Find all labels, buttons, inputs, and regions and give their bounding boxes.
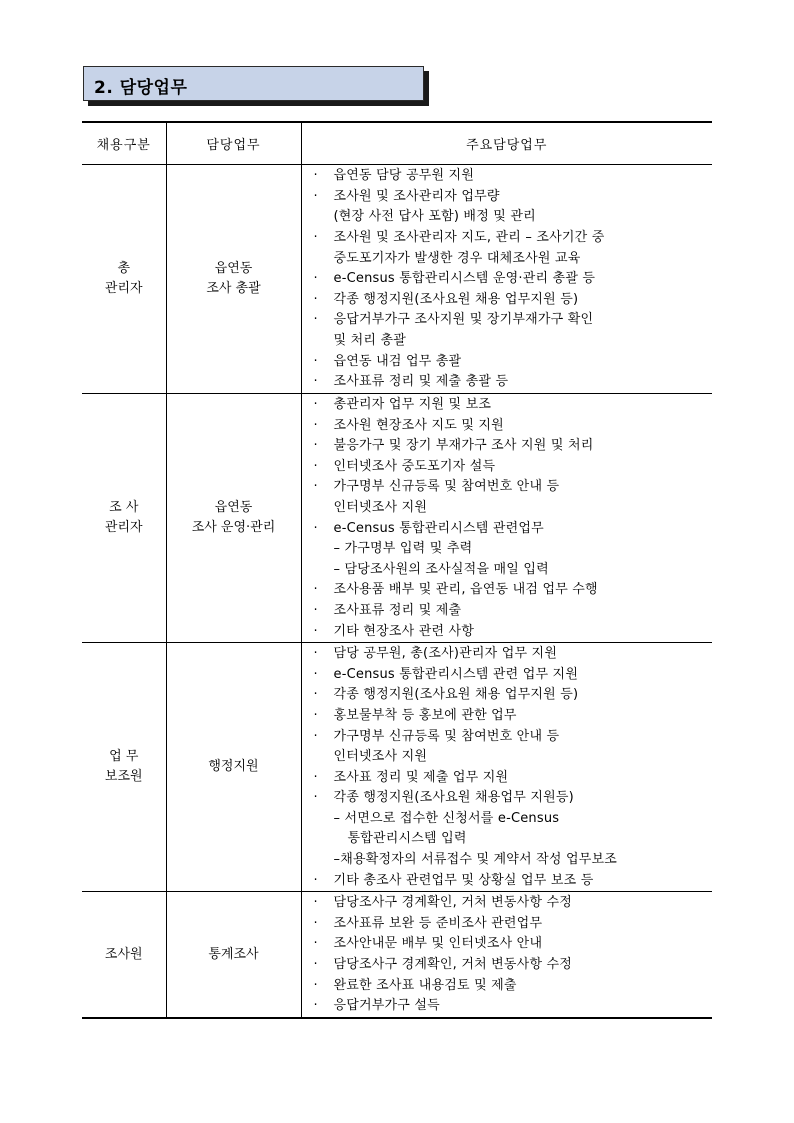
- duty-item-text: 읍연동 담당 공무원 지원: [333, 168, 475, 184]
- duty-item: [314, 850, 713, 871]
- duty-item: [314, 539, 713, 560]
- duty-item: [314, 477, 713, 498]
- duty-item-text: 담당 공무원, 총(조사)관리자 업무 지원: [333, 646, 558, 662]
- header-row: [82, 122, 712, 165]
- duty-item: [314, 788, 713, 809]
- duty-item: [314, 187, 713, 208]
- duty-item: [314, 498, 713, 519]
- duty-item: [314, 914, 713, 935]
- duty-item: [314, 352, 713, 373]
- duty-item-text: 인터넷조사 지원: [333, 749, 428, 765]
- bullet-icon: ·: [313, 895, 318, 911]
- duty-item: [314, 207, 713, 228]
- duty-item-text: 조사원 및 조사관리자 업무량: [333, 188, 500, 204]
- category-label: 총: [117, 261, 131, 276]
- bullet-icon: ·: [313, 397, 318, 412]
- duty-item-text: 조사원 현장조사 지도 및 지원: [333, 417, 504, 433]
- duty-item: [314, 934, 713, 955]
- duty-cell: [166, 165, 301, 394]
- main-duties-cell: [301, 643, 712, 892]
- duty-item: [314, 228, 713, 249]
- duty-item-text: 인터넷조사 지원: [333, 499, 428, 515]
- duty-item: [314, 457, 713, 478]
- bullet-icon: ·: [313, 977, 318, 993]
- bullet-icon: ·: [313, 998, 318, 1014]
- duty-item: [314, 331, 713, 352]
- duty-item: [314, 560, 713, 581]
- header-main-duties: 주요담당업무: [301, 122, 712, 165]
- duty-item: [314, 893, 713, 914]
- duty-item-text: 조사원 및 조사관리자 지도, 관리 – 조사기간 중: [333, 230, 605, 246]
- duty-item: [314, 747, 713, 768]
- category-cell: [82, 165, 166, 394]
- category-label: 보조원: [104, 769, 143, 785]
- bullet-icon: ·: [313, 602, 318, 618]
- duty-item: [314, 996, 713, 1017]
- duty-item-text: e-Census 통합관리시스템 관련 업무 지원: [333, 666, 579, 682]
- bullet-icon: ·: [313, 769, 318, 785]
- bullet-icon: ·: [313, 353, 318, 369]
- bullet-icon: ·: [313, 646, 318, 662]
- duty-item: [314, 601, 713, 622]
- duty-item: [314, 685, 713, 706]
- duty-item-text: 홍보물부착 등 홍보에 관한 업무: [333, 707, 517, 723]
- duty-item-text: – 가구명부 입력 및 추력: [333, 541, 473, 557]
- bullet-icon: ·: [313, 438, 318, 454]
- duty-item-text: 각종 행정지원(조사요원 채용업무 지원등): [333, 790, 574, 806]
- category-label: 업 무: [109, 749, 139, 765]
- duty-item-text: 각종 행정지원(조사요원 채용 업무지원 등): [333, 687, 579, 703]
- duty-item-text: 응답거부가구 설득: [333, 998, 440, 1014]
- duty-item-text: e-Census 통합관리시스템 운영·관리 총괄 등: [333, 271, 596, 287]
- duty-item: [314, 644, 713, 665]
- duty-item: [314, 622, 713, 643]
- duty-item-text: 완료한 조사표 내용검토 및 제출: [333, 977, 517, 993]
- duty-item: [314, 249, 713, 270]
- header-duty: 담당업무: [166, 122, 301, 165]
- duty-item: [314, 665, 713, 686]
- main-duties-cell: [301, 165, 712, 394]
- duty-item-text: 읍연동 내검 업무 총괄: [333, 353, 462, 369]
- duty-item: [314, 727, 713, 748]
- bullet-icon: ·: [313, 623, 318, 639]
- bullet-icon: ·: [313, 666, 318, 682]
- bullet-icon: ·: [313, 520, 318, 536]
- table-row: [82, 394, 712, 643]
- bullet-icon: ·: [313, 374, 318, 390]
- bullet-icon: ·: [313, 291, 318, 307]
- duty-item-text: – 서면으로 접수한 신청서를 e-Census: [333, 810, 560, 826]
- duty-label: 행정지원: [208, 759, 259, 775]
- duty-label: 읍연동: [214, 261, 253, 276]
- section-title: 2. 담당업무: [94, 78, 188, 98]
- duty-item: [314, 706, 713, 727]
- duty-item: [314, 166, 713, 187]
- bullet-icon: ·: [313, 707, 318, 723]
- section-title-box: [83, 66, 429, 106]
- duty-cell: [166, 394, 301, 643]
- bullet-icon: ·: [313, 790, 318, 806]
- duty-label: 통계조사: [208, 946, 259, 962]
- duty-item-text: 조사표 정리 및 제출 업무 지원: [333, 769, 509, 785]
- duty-item: [314, 395, 713, 416]
- duty-item: [314, 829, 713, 850]
- category-label: 조사원: [104, 946, 143, 962]
- duties-table: [82, 121, 712, 1019]
- duty-item-text: 조사용품 배부 및 관리, 읍연동 내검 업무 수행: [333, 582, 598, 598]
- bullet-icon: ·: [313, 915, 318, 931]
- duty-item-text: 통합관리시스템 입력: [347, 831, 467, 847]
- duty-item-text: 조사표류 정리 및 제출 총괄 등: [333, 374, 509, 390]
- duty-item-text: 담당조사구 경계확인, 거처 변동사항 수정: [333, 895, 573, 911]
- category-cell: [82, 394, 166, 643]
- bullet-icon: ·: [313, 417, 318, 433]
- category-label: 관리자: [104, 281, 143, 296]
- duty-item-text: e-Census 통합관리시스템 관련업무: [333, 520, 544, 536]
- duty-item-text: 중도포기자가 발생한 경우 대체조사원 교육: [333, 250, 581, 266]
- duty-item: [314, 436, 713, 457]
- title-panel: [83, 66, 424, 101]
- table-row: [82, 892, 712, 1018]
- duty-item-text: 조사표류 보완 등 준비조사 관련업무: [333, 915, 543, 931]
- bullet-icon: ·: [313, 872, 318, 888]
- duty-item: [314, 768, 713, 789]
- bullet-icon: ·: [313, 458, 318, 474]
- duty-item-text: –채용확정자의 서류접수 및 계약서 작성 업무보조: [333, 852, 618, 868]
- bullet-icon: ·: [313, 271, 318, 287]
- duty-item-text: 총관리자 업무 지원 및 보조: [333, 397, 492, 412]
- duty-cell: [166, 892, 301, 1018]
- duty-item-text: 기타 총조사 관련업무 및 상황실 업무 보조 등: [333, 872, 594, 888]
- table-row: [82, 165, 712, 394]
- bullet-icon: ·: [313, 230, 318, 246]
- bullet-icon: ·: [313, 728, 318, 744]
- table-body: [82, 165, 712, 1018]
- duty-item-text: 응답거부가구 조사지원 및 장기부재가구 확인: [333, 312, 594, 328]
- duty-item-text: 가구명부 신규등록 및 참여번호 안내 등: [333, 479, 560, 495]
- duty-item: [314, 809, 713, 830]
- duty-item: [314, 310, 713, 331]
- duty-item-text: 및 처리 총괄: [333, 332, 406, 348]
- bullet-icon: ·: [313, 168, 318, 184]
- bullet-icon: ·: [313, 687, 318, 703]
- main-duties-cell: [301, 394, 712, 643]
- duty-item: [314, 580, 713, 601]
- bullet-icon: ·: [313, 936, 318, 952]
- duty-item-text: 각종 행정지원(조사요원 채용 업무지원 등): [333, 291, 579, 307]
- duty-item-text: 인터넷조사 중도포기자 설득: [333, 458, 496, 474]
- bullet-icon: ·: [313, 582, 318, 598]
- duty-item-text: 담당조사구 경계확인, 거처 변동사항 수정: [333, 957, 573, 973]
- duty-item: [314, 519, 713, 540]
- header-category: 채용구분: [82, 122, 166, 165]
- duty-item: [314, 976, 713, 997]
- category-cell: [82, 643, 166, 892]
- duty-item-text: (현장 사전 답사 포함) 배정 및 관리: [333, 209, 536, 225]
- category-label: 관리자: [104, 520, 143, 536]
- duty-item: [314, 871, 713, 892]
- duty-label: 조사 운영·관리: [191, 520, 276, 536]
- duty-cell: [166, 643, 301, 892]
- category-label: 조 사: [109, 500, 139, 516]
- duty-item: [314, 269, 713, 290]
- duty-item: [314, 290, 713, 311]
- duty-item-text: 불응가구 및 장기 부재가구 조사 지원 및 처리: [333, 438, 594, 454]
- bullet-icon: ·: [313, 479, 318, 495]
- bullet-icon: ·: [313, 957, 318, 973]
- main-duties-cell: [301, 892, 712, 1018]
- duty-item: [314, 372, 713, 393]
- duty-label: 조사 총괄: [206, 281, 261, 296]
- duty-item-text: 기타 현장조사 관련 사항: [333, 623, 475, 639]
- bullet-icon: ·: [313, 188, 318, 204]
- duty-item: [314, 955, 713, 976]
- duty-item-text: – 담당조사원의 조사실적을 매일 입력: [333, 561, 549, 577]
- duty-item-text: 조사표류 정리 및 제출: [333, 602, 462, 618]
- bullet-icon: ·: [313, 312, 318, 328]
- duty-item-text: 조사안내문 배부 및 인터넷조사 안내: [333, 936, 543, 952]
- table-row: [82, 643, 712, 892]
- category-cell: [82, 892, 166, 1018]
- duty-item: [314, 416, 713, 437]
- duty-item-text: 가구명부 신규등록 및 참여번호 안내 등: [333, 728, 560, 744]
- duty-label: 읍연동: [214, 500, 253, 516]
